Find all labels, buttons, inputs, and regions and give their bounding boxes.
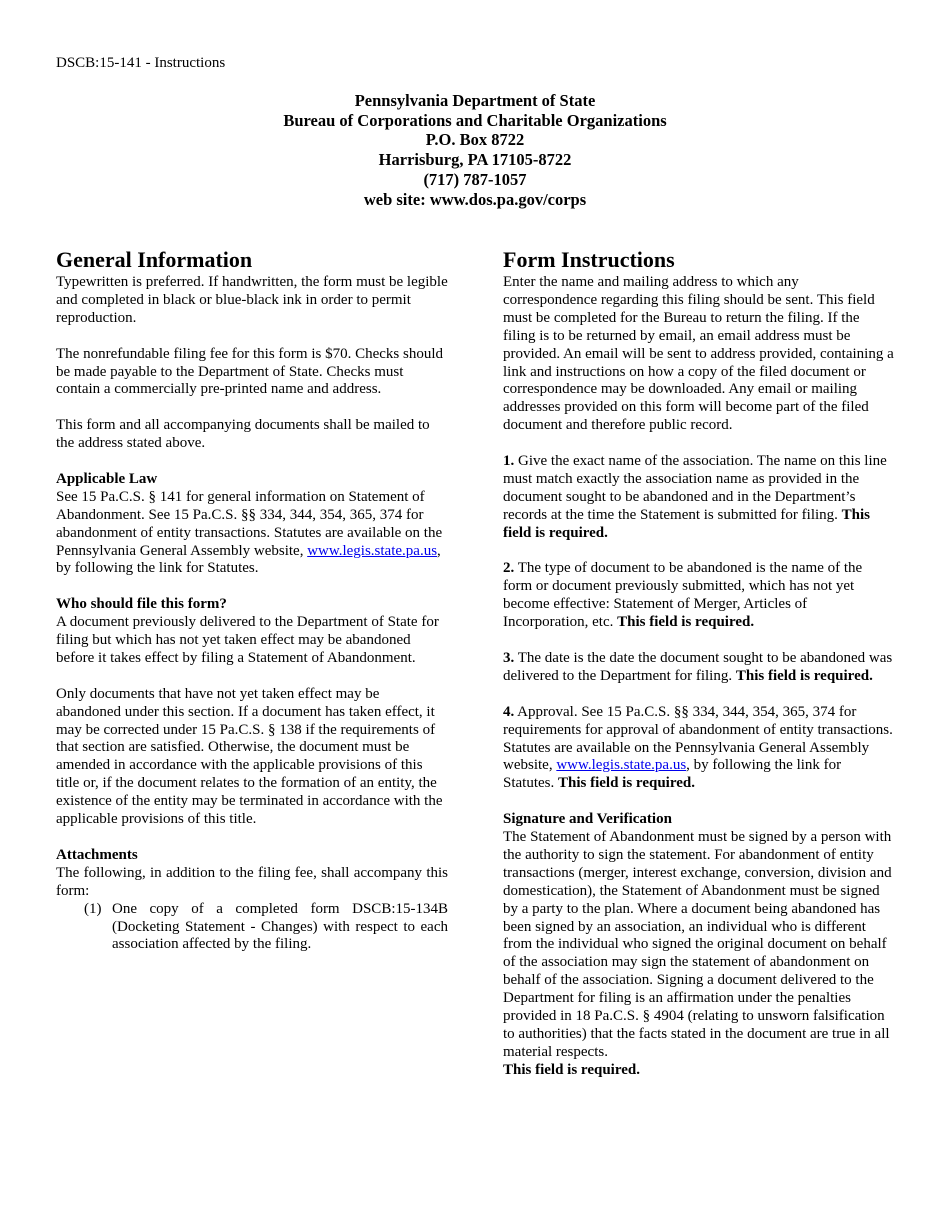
po-box: P.O. Box 8722 — [425, 130, 525, 150]
applicable-law-text: See 15 Pa.C.S. § 141 for general information on Statement of Abandonment. See 15 Pa.C.S. §§ 334, 344, 354, 365, 374 for abandonment of entity transactions. Statutes are available on the Pennsylvania General Assembly website, — [56, 488, 443, 559]
signature-required: This field is required. — [503, 1061, 640, 1078]
attachments-title: Attachments — [56, 846, 138, 863]
only-documents-paragraph: Only documents that have not yet taken effect may be abandoned under this section. If a document has taken effect, it may be corrected under 15 Pa.C.S. § 138 if the requirements of that section are satisfied. Otherwise, the document must be amended in accordance with the applicable provisions of this title or, if the document relates to the formation of an entity, the existence of the entity may be terminated in accordance with the applicable provisions of this title. — [56, 685, 443, 828]
item-4-text: Approval. See 15 Pa.C.S. §§ 334, 344, 354, 365, 374 for requirements for approval of abandonment of entity transactions. Statutes are available on the Pennsylvania General Assembly website, — [503, 703, 893, 774]
item-3-number: 3. — [503, 649, 515, 666]
item-4-required: This field is required. — [558, 775, 695, 792]
item-2-required: This field is required. — [617, 614, 755, 631]
item-2-text: The type of document to be abandoned is the name of the form or document previously submitted, which has not yet become effective: Statement of Merger, Articles of Incorporation, etc. — [503, 560, 863, 631]
intro-paragraph: Enter the name and mailing address to which any correspondence regarding this filing should be sent. This field must be completed for the Bureau to return the filing. If the filing is to be returned by email, an email address must be provided. An email will be sent to address provided, containing a link and instructions on how a copy of the filed document or correspondence may be downloaded. Any email or mailing addresses provided on this form will become part of the filed document and therefore public record. — [503, 274, 894, 434]
attachment-number: (1) — [84, 900, 102, 917]
item-1-text: Give the exact name of the association. The name on this line must match exactly the association name as provided in the document sought to be abandoned and in the Department’s records at the time the Statement is submitted for filing. — [503, 453, 887, 523]
city-state-zip: Harrisburg, PA 17105-8722 — [378, 150, 572, 170]
attachment-text: One copy of a completed form DSCB:15-134B (Docketing Statement - Changes) with respect to each association affected by the filing. — [112, 900, 448, 953]
signature-text: The Statement of Abandonment must be signed by a person with the authority to sign the statement. For abandonment of entity transactions (merger, interest exchange, conversion, division and domestication), the Statement of Abandonment must be signed by a party to the plan. Where a document being abandoned has been signed by an association, an individual who is different from the individual who signed the original document on behalf of the association may sign the statement of abandonment on behalf of the association. Signing a document delivered to the Department for filing is an affirmation under the penalties provided in 18 Pa.C.S. § 4904 (relating to unsworn falsification to authorities) that the facts stated in the document are true in all material respects. — [503, 829, 892, 1060]
form-instructions-title: Form Instructions — [503, 247, 675, 272]
mailing-paragraph: This form and all accompanying documents shall be mailed to the address stated above. — [56, 417, 430, 452]
phone: (717) 787-1057 — [423, 169, 527, 189]
instruction-item-3 — [503, 650, 895, 686]
agency-name: Pennsylvania Department of State — [354, 91, 596, 110]
typewritten-paragraph: Typewritten is preferred. If handwritten, the form must be legible and completed in black or blue-black ink in order to permit reproduction. — [56, 274, 448, 326]
attachments-text: The following, in addition to the filing fee, shall accompany this form: — [56, 864, 448, 899]
signature-section — [503, 811, 895, 1080]
who-should-file-title: Who should file this form? — [56, 596, 227, 613]
applicable-law-title: Applicable Law — [56, 470, 158, 487]
instruction-item-1 — [503, 453, 895, 543]
item-2-number: 2. — [503, 560, 515, 577]
item-3-text: The date is the date the document sought to be abandoned was delivered to the Department for filing. — [503, 649, 893, 684]
item-3-required: This field is required. — [735, 667, 873, 684]
general-information-column — [56, 246, 448, 954]
applicable-law-tail: , by following the link for Statutes. — [56, 542, 441, 577]
general-information-title: General Information — [56, 247, 253, 272]
form-instructions-column — [503, 246, 895, 1080]
instruction-item-4 — [503, 704, 895, 794]
applicable-law-section — [56, 471, 448, 578]
website: web site: www.dos.pa.gov/corps — [363, 189, 587, 209]
item-4-number: 4. — [503, 703, 515, 720]
item-4-tail: , by following the link for Statutes. — [503, 757, 842, 792]
item-4-legis-link[interactable]: www.legis.state.pa.us — [556, 757, 687, 774]
attachments-section — [56, 847, 448, 954]
filing-fee-paragraph: The nonrefundable filing fee for this form is $70. Checks should be made payable to the Department of State. Checks must contain a commercially pre-printed name and address. — [56, 345, 443, 398]
who-should-file-section — [56, 596, 448, 668]
who-should-file-text: A document previously delivered to the Department of State for filing but which has not yet taken effect may be abandoned before it takes effect by filing a Statement of Abandonment. — [56, 614, 439, 666]
document-id: DSCB:15-141 - Instructions — [56, 55, 226, 71]
item-1-required: This field is required. — [503, 506, 871, 541]
signature-title: Signature and Verification — [503, 811, 672, 828]
instruction-item-2 — [503, 560, 895, 632]
agency-header — [0, 91, 950, 209]
item-1-number: 1. — [503, 453, 515, 470]
attachment-item — [56, 901, 448, 955]
legis-link[interactable]: www.legis.state.pa.us — [307, 542, 438, 559]
bureau-name: Bureau of Corporations and Charitable Organizations — [283, 110, 667, 130]
